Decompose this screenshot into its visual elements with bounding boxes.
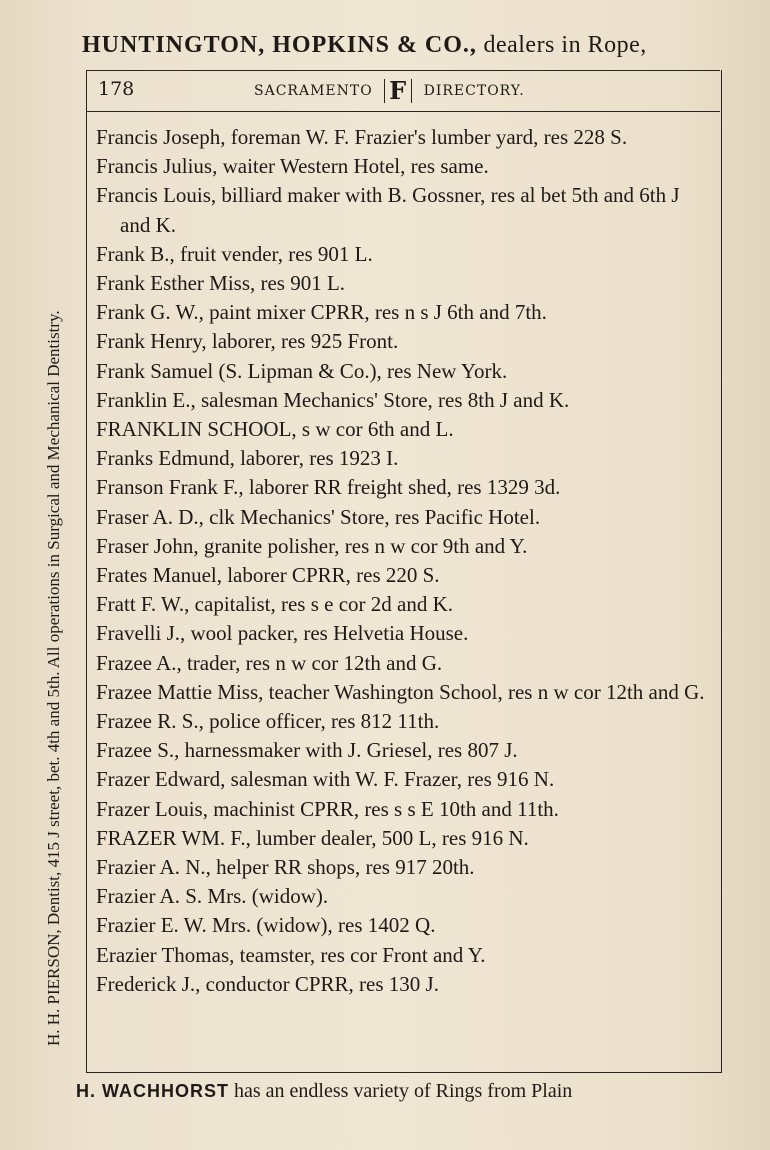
- directory-entry: FRAZER WM. F., lumber dealer, 500 L, res 916 N.: [96, 825, 529, 850]
- directory-entry: Frazee Mattie Miss, teacher Washington School, res n w cor 12th and G.: [96, 679, 705, 704]
- directory-entry: Frederick J., conductor CPRR, res 130 J.: [96, 971, 439, 996]
- directory-entry: Frazier A. N., helper RR shops, res 917 20th.: [96, 855, 475, 880]
- directory-entry: Francis Julius, waiter Western Hotel, res same.: [96, 154, 489, 179]
- directory-entries: [96, 123, 708, 999]
- directory-entry: Frazee S., harnessmaker with J. Griesel, res 807 J.: [96, 738, 518, 763]
- directory-entry: Frank Esther Miss, res 901 L.: [96, 271, 346, 296]
- directory-entry: Frank Henry, laborer, res 925 Front.: [96, 329, 399, 354]
- directory-entry: Franklin E., salesman Mechanics' Store, res 8th J and K.: [96, 387, 570, 412]
- directory-entry: Franson Frank F., laborer RR freight shed, res 1329 3d.: [96, 475, 561, 500]
- bottom-ad-text: has an endless variety of Rings from Plain: [234, 1080, 573, 1102]
- side-advertisement: H. H. PIERSON, Dentist, 415 J street, bet. 4th and 5th. All operations in Surgical and Mechanical Dentistry.: [44, 310, 63, 1046]
- directory-entry: Frazer Louis, machinist CPRR, res s s E 10th and 11th.: [96, 796, 559, 821]
- directory-entry: Francis Joseph, foreman W. F. Frazier's lumber yard, res 228 S.: [96, 125, 628, 149]
- bottom-advertisement: [76, 1080, 736, 1103]
- directory-entry: Fraser A. D., clk Mechanics' Store, res Pacific Hotel.: [96, 504, 541, 529]
- top-ad-name: HUNTINGTON, HOPKINS & CO.,: [82, 32, 477, 58]
- directory-entry: Frazee A., trader, res n w cor 12th and G.: [96, 650, 443, 675]
- directory-entry: Franks Edmund, laborer, res 1923 I.: [96, 446, 399, 471]
- section-letter: F: [384, 79, 412, 103]
- running-header: [86, 70, 720, 112]
- top-ad-text: dealers in Rope,: [483, 32, 647, 58]
- directory-entry: Fratt F. W., capitalist, res s e cor 2d and K.: [96, 592, 454, 617]
- directory-entry: Frates Manuel, laborer CPRR, res 220 S.: [96, 563, 440, 588]
- directory-entry: Fravelli J., wool packer, res Helvetia House.: [96, 621, 469, 646]
- directory-entry: Frazier E. W. Mrs. (widow), res 1402 Q.: [96, 913, 436, 938]
- directory-entry: Francis Louis, billiard maker with B. Gossner, res al bet 5th and 6th J and K.: [96, 183, 680, 237]
- running-title-left: SACRAMENTO: [254, 83, 373, 99]
- running-title: [254, 76, 525, 105]
- page-number: 178: [98, 78, 135, 100]
- directory-entry: Erazier Thomas, teamster, res cor Front and Y.: [96, 942, 486, 967]
- running-title-right: DIRECTORY.: [423, 83, 525, 99]
- directory-entry: Frank G. W., paint mixer CPRR, res n s J 6th and 7th.: [96, 300, 547, 325]
- top-advertisement: [82, 32, 742, 59]
- directory-entry: Fraser John, granite polisher, res n w cor 9th and Y.: [96, 533, 528, 558]
- directory-entry: FRANKLIN SCHOOL, s w cor 6th and L.: [96, 417, 454, 442]
- directory-entry: Frank Samuel (S. Lipman & Co.), res New York.: [96, 358, 508, 383]
- directory-entry: Frazier A. S. Mrs. (widow).: [96, 884, 329, 909]
- directory-entry: Frank B., fruit vender, res 901 L.: [96, 241, 373, 266]
- directory-entry: Frazee R. S., police officer, res 812 11th.: [96, 709, 440, 734]
- directory-entry: Frazer Edward, salesman with W. F. Frazer, res 916 N.: [96, 767, 555, 792]
- bottom-ad-name: H. WACHHORST: [76, 1081, 229, 1101]
